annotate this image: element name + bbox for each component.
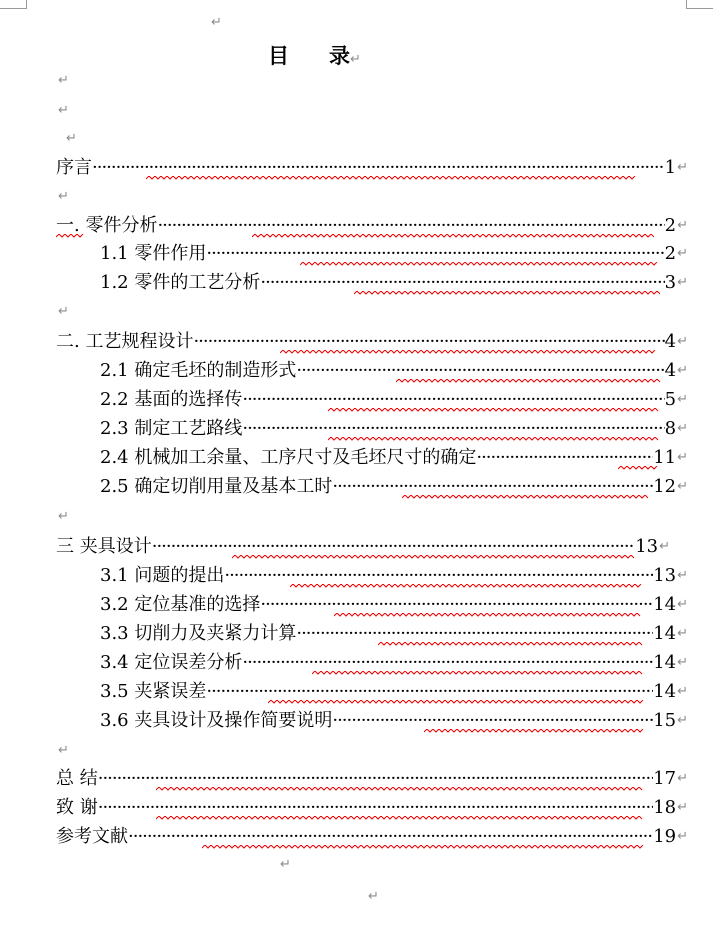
toc-entry-page: 1 — [664, 157, 677, 178]
toc-entry-page: 19 — [653, 826, 677, 847]
toc-entry[interactable] — [100, 445, 688, 471]
toc-leader — [224, 563, 653, 589]
toc-entry-label: 参考文献 — [56, 826, 128, 847]
toc-entry-label: 序言 — [56, 157, 92, 178]
toc-entry-label: 1.1 零件作用 — [100, 243, 207, 264]
toc-entry-page: 15 — [653, 710, 677, 731]
toc-entry-page: 13 — [635, 536, 659, 557]
toc-entry[interactable] — [56, 155, 688, 181]
toc-entry-page: 14 — [653, 681, 677, 702]
toc-title-part1: 目 — [268, 43, 289, 68]
paragraph-mark: ↵ — [677, 334, 688, 349]
paragraph-mark: ↵ — [58, 73, 69, 88]
paragraph-mark: ↵ — [677, 684, 688, 699]
page-corner-marker — [0, 0, 27, 9]
toc-entry-label: 2.4 机械加工余量、工序尺寸及毛坯尺寸的确定 — [100, 447, 477, 468]
toc-leader — [152, 534, 635, 560]
toc-leader — [260, 270, 664, 296]
toc-entry[interactable] — [100, 679, 688, 705]
toc-entry-label: 总 结 — [56, 768, 98, 789]
paragraph-mark: ↵ — [677, 218, 688, 233]
toc-entry-label: 一. 零件分析 — [56, 215, 158, 236]
toc-entry-page: 14 — [653, 652, 677, 673]
toc-entry-label: 3.4 定位误差分析 — [100, 652, 243, 673]
paragraph-mark: ↵ — [677, 246, 688, 261]
toc-leader — [332, 474, 653, 500]
paragraph-mark: ↵ — [677, 479, 688, 494]
paragraph-mark: ↵ — [677, 160, 688, 175]
toc-entry-page: 5 — [664, 389, 677, 410]
toc-leader — [206, 679, 653, 705]
toc-entry[interactable] — [100, 474, 688, 500]
toc-entry-page: 12 — [653, 476, 677, 497]
toc-leader — [476, 445, 653, 471]
toc-entry-label: 3.3 切削力及夹紧力计算 — [100, 623, 297, 644]
toc-entry[interactable] — [100, 708, 688, 734]
toc-leader — [242, 387, 664, 413]
toc-entry-label: 2.3 制定工艺路线 — [100, 418, 243, 439]
toc-entry-page: 13 — [653, 565, 677, 586]
toc-leader — [242, 650, 653, 676]
toc-entry-page: 8 — [664, 418, 677, 439]
paragraph-mark: ↵ — [677, 771, 688, 786]
paragraph-mark: ↵ — [677, 568, 688, 583]
paragraph-mark: ↵ — [677, 597, 688, 612]
toc-entry[interactable] — [100, 563, 688, 589]
paragraph-mark: ↵ — [368, 889, 379, 904]
toc-leader — [260, 592, 653, 618]
toc-leader — [128, 824, 653, 850]
paragraph-mark: ↵ — [677, 392, 688, 407]
page-corner-marker — [686, 0, 713, 9]
toc-entry-page: 14 — [653, 594, 677, 615]
paragraph-mark: ↵ — [677, 626, 688, 641]
toc-entry-label: 3.5 夹紧误差 — [100, 681, 207, 702]
toc-title-part2: 录 — [329, 43, 350, 68]
toc-entry[interactable] — [56, 534, 670, 560]
toc-entry-label: 三 夹具设计 — [56, 536, 152, 557]
toc-entry-label: 3.6 夹具设计及操作简要说明 — [100, 710, 333, 731]
toc-entry[interactable] — [100, 650, 688, 676]
paragraph-mark: ↵ — [677, 421, 688, 436]
toc-entry-page: 17 — [653, 768, 677, 789]
toc-entry[interactable] — [100, 241, 688, 267]
paragraph-mark: ↵ — [659, 539, 670, 554]
paragraph-mark: ↵ — [677, 450, 688, 465]
toc-entry-label: 1.2 零件的工艺分析 — [100, 272, 261, 293]
toc-entry-label: 2.2 基面的选择传 — [100, 389, 243, 410]
toc-title — [268, 40, 361, 70]
toc-entry[interactable] — [100, 387, 688, 413]
toc-entry[interactable] — [100, 270, 688, 296]
toc-entry-page: 14 — [653, 623, 677, 644]
paragraph-mark: ↵ — [211, 15, 222, 30]
toc-entry-label: 2.1 确定毛坯的制造形式 — [100, 360, 297, 381]
toc-leader — [157, 213, 664, 239]
toc-leader — [332, 708, 653, 734]
paragraph-mark: ↵ — [58, 103, 69, 118]
toc-entry-label: 2.5 确定切削用量及基本工时 — [100, 476, 333, 497]
toc-leader — [98, 795, 653, 821]
toc-leader — [242, 416, 664, 442]
toc-leader — [98, 766, 653, 792]
toc-entry-page: 3 — [664, 272, 677, 293]
paragraph-mark: ↵ — [280, 857, 291, 872]
toc-entry-page: 2 — [664, 215, 677, 236]
toc-entry[interactable] — [56, 213, 688, 239]
paragraph-mark: ↵ — [58, 743, 69, 758]
toc-entry[interactable] — [56, 824, 688, 850]
paragraph-mark: ↵ — [350, 52, 361, 67]
paragraph-mark: ↵ — [58, 189, 69, 204]
paragraph-mark: ↵ — [58, 509, 69, 524]
paragraph-mark: ↵ — [677, 829, 688, 844]
toc-entry-page: 2 — [664, 243, 677, 264]
toc-entry[interactable] — [100, 416, 688, 442]
toc-entry-label: 二. 工艺规程设计 — [56, 331, 194, 352]
toc-leader — [296, 358, 664, 384]
toc-leader — [92, 155, 665, 181]
toc-leader — [193, 329, 664, 355]
paragraph-mark: ↵ — [677, 800, 688, 815]
paragraph-mark: ↵ — [677, 655, 688, 670]
paragraph-mark: ↵ — [677, 713, 688, 728]
toc-leader — [296, 621, 653, 647]
paragraph-mark: ↵ — [677, 275, 688, 290]
toc-entry-page: 18 — [653, 797, 677, 818]
toc-entry[interactable] — [100, 592, 688, 618]
toc-entry[interactable] — [56, 766, 688, 792]
toc-entry[interactable] — [100, 621, 688, 647]
toc-entry-label: 3.2 定位基准的选择 — [100, 594, 261, 615]
toc-entry-page: 4 — [664, 360, 677, 381]
toc-entry-label: 3.1 问题的提出 — [100, 565, 225, 586]
toc-entry-page: 4 — [664, 331, 677, 352]
toc-entry[interactable] — [100, 358, 688, 384]
toc-entry[interactable] — [56, 329, 688, 355]
paragraph-mark: ↵ — [58, 304, 69, 319]
toc-entry[interactable] — [56, 795, 688, 821]
paragraph-mark: ↵ — [66, 131, 77, 146]
toc-entry-page: 11 — [653, 447, 677, 468]
toc-leader — [206, 241, 664, 267]
paragraph-mark: ↵ — [677, 363, 688, 378]
toc-entry-label: 致 谢 — [56, 797, 98, 818]
